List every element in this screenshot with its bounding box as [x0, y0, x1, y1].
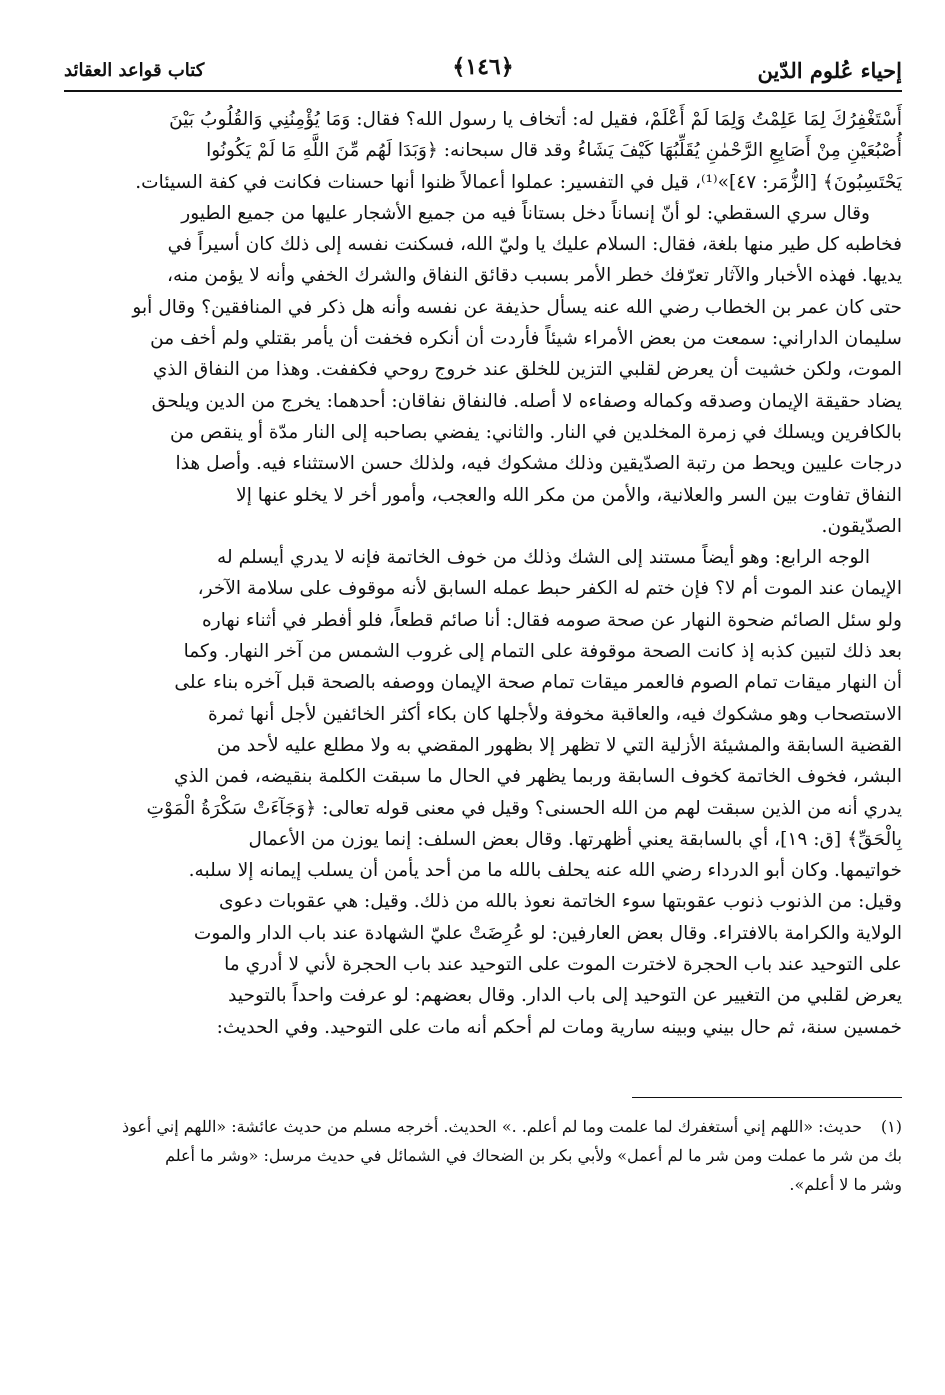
text-line: الاستصحاب وهو مشكوك فيه، والعاقبة مخوفة ولأجلها كان بكاء أكثر الخائفين لأجل أنها ثمرة [208, 703, 902, 725]
text-line: بالكافرين ويسلك في زمرة المخلدين في النار. والثاني: يفضي بصاحبه إلى النار مدّة أو ينقص من [169, 421, 902, 443]
book-page [64, 52, 902, 1352]
text-line: الإيمان عند الموت أم لا؟ فإن ختم له الكفر حبط عمله السابق لأنه موقوف على سلامة الآخر، [197, 578, 902, 600]
footnote-1 [64, 1112, 902, 1199]
text-line: الصدّيقون. [821, 515, 902, 537]
text-line: خمسين سنة، ثم حال بيني وبينه سارية ومات لم أحكم أنه مات على التوحيد. وفي الحديث: [216, 1016, 902, 1038]
text-line: خواتيمها. وكان أبو الدرداء رضي الله عنه يحلف بالله ما من أحد يأمن أن يسلب إيمانه إلا سلبه. [188, 860, 902, 882]
text-line: حتى كان عمر بن الخطاب رضي الله عنه يسأل حذيفة عن نفسه وأنه هل ذكر في المنافقين؟ وقال أبو [132, 296, 902, 318]
text-line: يديها. فهذه الأخبار والآثار تعرّفك خطر الأمر بسبب دقائق النفاق والشرك الخفي وأنه لا يؤمن منه، [166, 265, 902, 287]
footnote-line: وشر ما لا أعلم». [789, 1174, 902, 1194]
footnote-divider [632, 1097, 902, 1098]
text-line: فخاطبه كل طير منها بلغة، فقال: السلام عليك يا وليّ الله، فسكنت نفسه إلى ذلك كان أسيراً في [167, 234, 902, 256]
footnote-line: حديث: «اللهم إني أستغفرك لما علمت وما لم أعلم. .» الحديث. أخرجه مسلم من حديث عائشة: «اللهم إني أعوذ [121, 1116, 862, 1136]
text-line: على التوحيد عند باب الحجرة لاخترت الموت على التوحيد عند باب الحجرة لأني لا أدري ما [224, 954, 902, 976]
text-line: يَحْتَسِبُونَ﴾ [الزُّمَر: ٤٧]»⁽¹⁾، قيل في التفسير: عملوا أعمالاً ظنوا أنها حسنات فكانت في كفة السيئات. [135, 171, 902, 193]
text-line: بِالْحَقِّ﴾ [ق: ١٩]، أي بالسابقة يعني أظهرتها. وقال بعض السلف: إنما يوزن من الأعمال [248, 828, 902, 850]
text-line: يضاد حقيقة الإيمان وصدقه وكماله وصفاءه لا أصله. فالنفاق نفاقان: أحدهما: يخرج من الدين ويلحق [151, 390, 902, 412]
text-line: وقال سري السقطي: لو أنّ إنساناً دخل بستاناً فيه من جميع الأشجار عليها من جميع الطيور [181, 202, 870, 224]
text-line: النفاق تفاوت بين السر والعلانية، والأمن من مكر الله والعجب، وأمور أخر لا يخلو عنها إلا [236, 484, 902, 506]
text-line: أُصْبُعَيْنِ مِنْ أَصَابِعِ الرَّحْمٰنِ يُقَلِّبُهَا كَيْفَ يَشَاءُ وقد قال سبحانه: ﴿وَبَدَا لَهُم مِّنَ اللَّهِ مَا لَمْ يَكُونُوا [206, 140, 902, 162]
text-line: يعرض لقلبي من التغيير عن التوحيد إلى باب الدار. وقال بعضهم: لو عرفت واحداً بالتوحيد [228, 985, 902, 1007]
text-line: الموت، ولكن خشيت أن يعرض لقلبي التزين للخلق عند خروج روحي فكففت. وهذا من النفاق الذي [152, 359, 902, 381]
paragraph-3 [64, 542, 902, 1043]
main-text [64, 104, 902, 1043]
book-title: إحياء عُلوم الدّين [757, 58, 902, 83]
text-line: بعد ذلك لتبين كذبه إذ كانت الصحة موقوفة على التمام إلى غروب الشمس من آخر النهار. وكما [183, 641, 902, 663]
text-line: أَسْتَغْفِرُكَ لِمَا عَلِمْتُ وَلِمَا لَمْ أَعْلَمْ، فقيل له: أتخاف يا رسول الله؟ فقال: وَمَا يُؤْمِنُنِي وَالقُلُوبُ بَيْنَ [169, 109, 902, 130]
text-line: الوجه الرابع: وهو أيضاً مستند إلى الشك وذلك من خوف الخاتمة فإنه لا يدري أيسلم له [217, 547, 870, 569]
footnote-number: (١) [880, 1116, 902, 1136]
page-number: ﴿١٤٦﴾ [452, 54, 514, 80]
text-line: سليمان الداراني: سمعت من بعض الأمراء شيئاً فأردت أن أنكره فخفت أن يأمر بقتلي ولم أخف من [150, 328, 902, 350]
text-line: الولاية والكرامة بالافتراء. وقال بعض العارفين: لو عُرِضَتْ عليّ الشهادة عند باب الدار والموت [193, 922, 902, 944]
text-line: يدري أنه من الذين سبقت لهم من الله الحسنى؟ وقيل في معنى قوله تعالى: ﴿وَجَآءَتْ سَكْرَةُ الْمَوْتِ [146, 797, 902, 819]
section-title: كتاب قواعد العقائد [64, 60, 205, 81]
text-line: البشر، فخوف الخاتمة كخوف السابقة وربما يظهر في الحال ما سبقت الكلمة بنقيضه، فمن الذي [173, 766, 902, 788]
text-line: ولو سئل الصائم ضحوة النهار عن صحة صومه فقال: أنا صائم قطعاً، فلو أفطر في أثناء نهاره [202, 609, 902, 631]
footnotes [64, 1112, 902, 1199]
paragraph-1 [64, 104, 902, 198]
text-line: أن النهار ميقات تمام الصوم فالعمر ميقات تمام صحة الإيمان ووصفه بالصحة قبل آخره بناء على [174, 672, 902, 694]
text-line: درجات عليين ويحط من رتبة الصدّيقين وذلك مشكوك فيه، ولذلك حسن الاستثناء فيه. وأصل هذا [175, 453, 902, 475]
text-line: القضية السابقة والمشيئة الأزلية التي لا تظهر إلا بظهور المقضي به ولا مطلع عليه لأحد من [216, 734, 902, 756]
running-header [64, 52, 902, 92]
footnote-line: بك من شر ما عملت ومن شر ما لم أعمل» ولأبي بكر بن الضحاك في الشمائل في حديث مرسل: «وشر ما أعلم [165, 1145, 902, 1165]
text-line: وقيل: من الذنوب ذنوب عقوبتها سوء الخاتمة نعوذ بالله من ذلك. وقيل: هي عقوبات دعوى [219, 891, 902, 913]
paragraph-2 [64, 198, 902, 542]
